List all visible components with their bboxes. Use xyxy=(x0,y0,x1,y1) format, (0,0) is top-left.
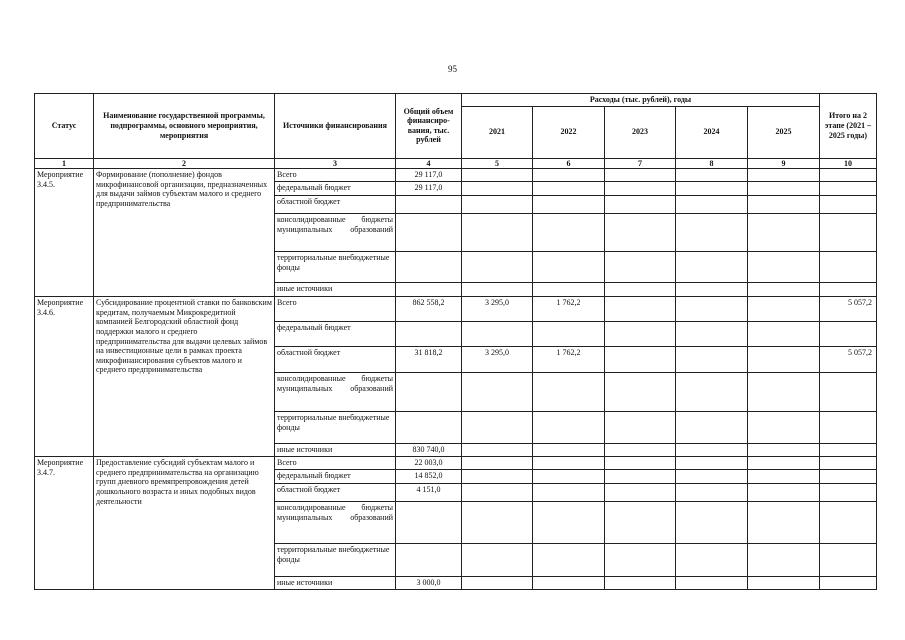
stage-total-cell xyxy=(820,169,877,182)
year-cell-2021 xyxy=(462,182,533,196)
source-cell: федеральный бюджет xyxy=(275,470,396,484)
year-cell-2021 xyxy=(462,322,533,347)
year-cell-2021 xyxy=(462,196,533,214)
year-cell-2024 xyxy=(676,484,748,502)
col-number: 6 xyxy=(533,158,605,169)
total-cell xyxy=(396,502,462,544)
total-cell xyxy=(396,214,462,252)
year-cell-2024 xyxy=(676,322,748,347)
source-cell: областной бюджет xyxy=(275,347,396,373)
source-cell: федеральный бюджет xyxy=(275,322,396,347)
year-cell-2022 xyxy=(533,169,605,182)
year-cell-2024 xyxy=(676,470,748,484)
year-cell-2022 xyxy=(533,214,605,252)
total-cell: 29 117,0 xyxy=(396,169,462,182)
year-cell-2023 xyxy=(605,196,676,214)
year-cell-2023 xyxy=(605,457,676,470)
total-cell: 29 117,0 xyxy=(396,182,462,196)
header-stage-total: Итого на 2 этапе (2021 – 2025 годы) xyxy=(820,94,877,159)
year-cell-2023 xyxy=(605,502,676,544)
col-number: 4 xyxy=(396,158,462,169)
year-cell-2023 xyxy=(605,322,676,347)
stage-total-cell xyxy=(820,412,877,444)
source-cell: Всего xyxy=(275,457,396,470)
year-cell-2024 xyxy=(676,196,748,214)
stage-total-cell xyxy=(820,457,877,470)
total-cell: 31 818,2 xyxy=(396,347,462,373)
stage-total-cell xyxy=(820,544,877,577)
year-cell-2025 xyxy=(748,544,820,577)
year-cell-2022 xyxy=(533,470,605,484)
total-cell xyxy=(396,322,462,347)
table-row xyxy=(35,169,877,182)
year-cell-2023 xyxy=(605,283,676,297)
stage-total-cell xyxy=(820,373,877,412)
header-year-2021: 2021 xyxy=(462,106,533,158)
total-cell: 862 558,2 xyxy=(396,297,462,322)
source-cell: Всего xyxy=(275,169,396,182)
year-cell-2023 xyxy=(605,214,676,252)
year-cell-2023 xyxy=(605,169,676,182)
stage-total-cell xyxy=(820,470,877,484)
stage-total-cell xyxy=(820,444,877,457)
year-cell-2021 xyxy=(462,544,533,577)
col-number: 2 xyxy=(94,158,275,169)
header-status: Статус xyxy=(35,94,94,159)
page-number: 95 xyxy=(448,64,457,74)
stage-total-cell xyxy=(820,252,877,283)
source-cell: иные источники xyxy=(275,283,396,297)
year-cell-2024 xyxy=(676,502,748,544)
year-cell-2025 xyxy=(748,502,820,544)
header-row-top xyxy=(35,94,877,107)
source-cell: областной бюджет xyxy=(275,196,396,214)
col-number: 1 xyxy=(35,158,94,169)
year-cell-2024 xyxy=(676,444,748,457)
year-cell-2024 xyxy=(676,544,748,577)
col-number: 10 xyxy=(820,158,877,169)
year-cell-2024 xyxy=(676,214,748,252)
year-cell-2021: 3 295,0 xyxy=(462,347,533,373)
budget-table xyxy=(34,93,877,590)
year-cell-2023 xyxy=(605,544,676,577)
source-cell: консолидированные бюджеты муниципальных образований xyxy=(275,502,396,544)
year-cell-2024 xyxy=(676,252,748,283)
year-cell-2021 xyxy=(462,252,533,283)
source-cell: территориальные внебюджетные фонды xyxy=(275,412,396,444)
stage-total-cell: 5 057,2 xyxy=(820,297,877,322)
year-cell-2024 xyxy=(676,297,748,322)
year-cell-2021: 3 295,0 xyxy=(462,297,533,322)
year-cell-2025 xyxy=(748,470,820,484)
stage-total-cell xyxy=(820,577,877,590)
year-cell-2025 xyxy=(748,577,820,590)
col-number: 8 xyxy=(676,158,748,169)
year-cell-2022 xyxy=(533,577,605,590)
year-cell-2023 xyxy=(605,347,676,373)
table-row xyxy=(35,297,877,322)
year-cell-2025 xyxy=(748,457,820,470)
stage-total-cell xyxy=(820,283,877,297)
source-cell: территориальные внебюджетные фонды xyxy=(275,252,396,283)
header-name: Наименование государственной программы, подпрограммы, основного мероприятия, мероприятия xyxy=(94,94,275,159)
year-cell-2022 xyxy=(533,373,605,412)
year-cell-2025 xyxy=(748,252,820,283)
col-number: 5 xyxy=(462,158,533,169)
year-cell-2025 xyxy=(748,182,820,196)
total-cell: 830 740,0 xyxy=(396,444,462,457)
year-cell-2021 xyxy=(462,484,533,502)
source-cell: Всего xyxy=(275,297,396,322)
total-cell: 4 151,0 xyxy=(396,484,462,502)
source-cell: иные источники xyxy=(275,444,396,457)
header-year-2022: 2022 xyxy=(533,106,605,158)
source-cell: территориальные внебюджетные фонды xyxy=(275,544,396,577)
col-number: 9 xyxy=(748,158,820,169)
year-cell-2021 xyxy=(462,577,533,590)
year-cell-2021 xyxy=(462,169,533,182)
source-cell: консолидированные бюджеты муниципальных образований xyxy=(275,214,396,252)
source-cell: консолидированные бюджеты муниципальных образований xyxy=(275,373,396,412)
source-cell: иные источники xyxy=(275,577,396,590)
measure-name-cell: Предоставление субсидий субъектам малого и среднего предпринимательства на организацию групп дневного времяпрепровождения детей дошкольного возраста и иных подобных видов деятельности xyxy=(94,457,275,590)
col-number: 7 xyxy=(605,158,676,169)
status-cell: Мероприятие 3.4.6. xyxy=(35,297,94,457)
year-cell-2024 xyxy=(676,169,748,182)
stage-total-cell xyxy=(820,214,877,252)
year-cell-2021 xyxy=(462,373,533,412)
stage-total-cell xyxy=(820,182,877,196)
year-cell-2023 xyxy=(605,373,676,412)
year-cell-2022: 1 762,2 xyxy=(533,347,605,373)
year-cell-2023 xyxy=(605,297,676,322)
source-cell: областной бюджет xyxy=(275,484,396,502)
year-cell-2025 xyxy=(748,297,820,322)
year-cell-2021 xyxy=(462,214,533,252)
header-total: Общий объем финансиро-вания, тыс. рублей xyxy=(396,94,462,159)
year-cell-2022 xyxy=(533,444,605,457)
col-number: 3 xyxy=(275,158,396,169)
year-cell-2021 xyxy=(462,470,533,484)
year-cell-2024 xyxy=(676,577,748,590)
total-cell xyxy=(396,412,462,444)
total-cell xyxy=(396,283,462,297)
year-cell-2021 xyxy=(462,283,533,297)
year-cell-2023 xyxy=(605,412,676,444)
year-cell-2023 xyxy=(605,484,676,502)
year-cell-2021 xyxy=(462,502,533,544)
table-row xyxy=(35,457,877,470)
stage-total-cell xyxy=(820,484,877,502)
total-cell xyxy=(396,544,462,577)
year-cell-2024 xyxy=(676,373,748,412)
year-cell-2022 xyxy=(533,322,605,347)
measure-name-cell: Формирование (пополнение) фондов микрофинансовой организации, предназначенных для выдачи займов субъектам малого и среднего предпринимательства xyxy=(94,169,275,297)
header-year-2023: 2023 xyxy=(605,106,676,158)
stage-total-cell xyxy=(820,322,877,347)
measure-name-cell: Субсидирование процентной ставки по банковским кредитам, получаемым Микрокредитной компанией Белгородский областной фонд поддержки малого и среднего предпринимательства для выдачи целевых займов на инвестиционные цели в рамках проекта микрофинансирования субъектов малого и среднего предпринимательства xyxy=(94,297,275,457)
year-cell-2024 xyxy=(676,457,748,470)
year-cell-2025 xyxy=(748,347,820,373)
year-cell-2024 xyxy=(676,347,748,373)
year-cell-2022 xyxy=(533,412,605,444)
total-cell xyxy=(396,373,462,412)
year-cell-2022 xyxy=(533,457,605,470)
total-cell: 22 003,0 xyxy=(396,457,462,470)
total-cell xyxy=(396,252,462,283)
year-cell-2022 xyxy=(533,196,605,214)
year-cell-2024 xyxy=(676,182,748,196)
status-cell: Мероприятие 3.4.5. xyxy=(35,169,94,297)
header-expenses: Расходы (тыс. рублей), годы xyxy=(462,94,820,107)
total-cell xyxy=(396,196,462,214)
header-year-2025: 2025 xyxy=(748,106,820,158)
year-cell-2024 xyxy=(676,412,748,444)
year-cell-2022 xyxy=(533,502,605,544)
stage-total-cell xyxy=(820,502,877,544)
year-cell-2025 xyxy=(748,283,820,297)
year-cell-2022 xyxy=(533,283,605,297)
year-cell-2023 xyxy=(605,444,676,457)
year-cell-2022: 1 762,2 xyxy=(533,297,605,322)
year-cell-2021 xyxy=(462,457,533,470)
year-cell-2025 xyxy=(748,373,820,412)
header-sources: Источники финансирования xyxy=(275,94,396,159)
year-cell-2022 xyxy=(533,182,605,196)
status-cell: Мероприятие 3.4.7. xyxy=(35,457,94,590)
year-cell-2025 xyxy=(748,214,820,252)
year-cell-2022 xyxy=(533,544,605,577)
source-cell: федеральный бюджет xyxy=(275,182,396,196)
year-cell-2025 xyxy=(748,322,820,347)
year-cell-2025 xyxy=(748,444,820,457)
year-cell-2025 xyxy=(748,169,820,182)
year-cell-2023 xyxy=(605,182,676,196)
year-cell-2025 xyxy=(748,412,820,444)
year-cell-2024 xyxy=(676,283,748,297)
header-col-numbers xyxy=(35,158,877,169)
year-cell-2023 xyxy=(605,470,676,484)
year-cell-2022 xyxy=(533,252,605,283)
total-cell: 3 000,0 xyxy=(396,577,462,590)
year-cell-2021 xyxy=(462,412,533,444)
total-cell: 14 852,0 xyxy=(396,470,462,484)
year-cell-2021 xyxy=(462,444,533,457)
year-cell-2025 xyxy=(748,484,820,502)
header-year-2024: 2024 xyxy=(676,106,748,158)
year-cell-2025 xyxy=(748,196,820,214)
stage-total-cell: 5 057,2 xyxy=(820,347,877,373)
year-cell-2022 xyxy=(533,484,605,502)
year-cell-2023 xyxy=(605,577,676,590)
stage-total-cell xyxy=(820,196,877,214)
year-cell-2023 xyxy=(605,252,676,283)
